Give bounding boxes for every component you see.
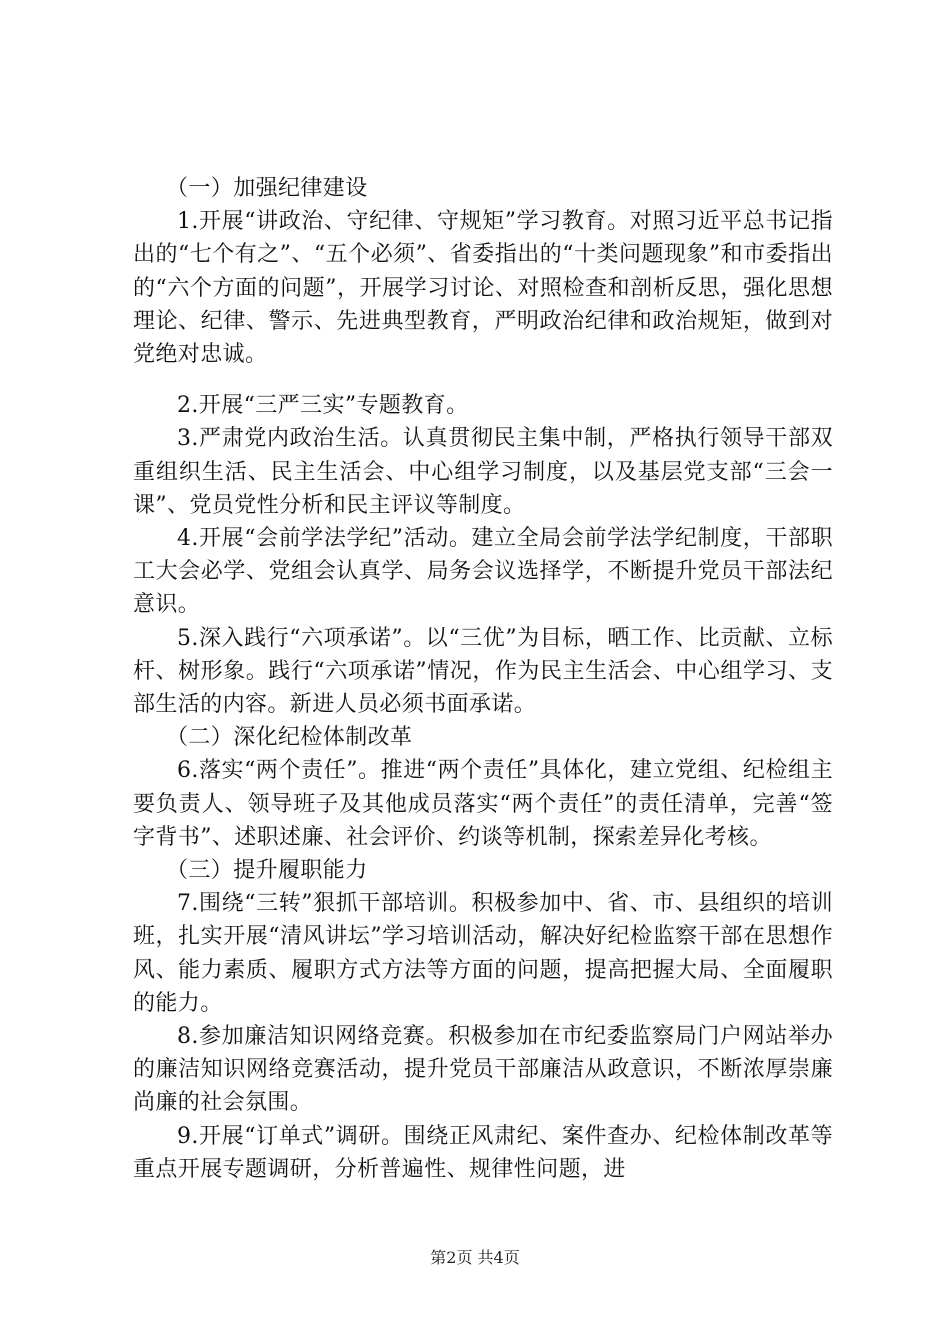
paragraph-item-1: 1.开展“讲政治、守纪律、守规矩”学习教育。对照习近平总书记指出的“七个有之”、“五个必须”、省委指出的“十类问题现象”和市委指出的“六个方面的问题”，开展学习讨论、对照检查和剖析反思，强化思想理论、纪律、警示、先进典型教育，严明政治纪律和政治规矩，做到对党绝对忠诚。 bbox=[133, 209, 833, 368]
paragraph-item-5: 5.深入践行“六项承诺”。以“三优”为目标，晒工作、比贡献、立标杆、树形象。践行“六项承诺”情况，作为民主生活会、中心组学习、支部生活的内容。新进人员必须书面承诺。 bbox=[133, 625, 833, 718]
section-heading-3: （三）提升履职能力 bbox=[166, 858, 368, 884]
page-footer: 第2页 共4页 bbox=[430, 1248, 520, 1267]
paragraph-item-8: 8.参加廉洁知识网络竞赛。积极参加在市纪委监察局门户网站举办的廉洁知识网络竞赛活动，提升党员干部廉洁从政意识，不断浓厚崇廉尚廉的社会氛围。 bbox=[133, 1024, 833, 1116]
section-heading-1: （一）加强纪律建设 bbox=[166, 176, 368, 201]
paragraph-item-4: 4.开展“会前学法学纪”活动。建立全局会前学法学纪制度，干部职工大会必学、党组会认真学、局务会议选择学，不断提升党员干部法纪意识。 bbox=[133, 526, 833, 618]
document-body bbox=[133, 172, 833, 1186]
paragraph-item-9: 9.开展“订单式”调研。围绕正风肃纪、案件查办、纪检体制改革等重点开展专题调研，分析普遍性、规律性问题，进 bbox=[133, 1123, 833, 1182]
paragraph-item-3: 3.严肃党内政治生活。认真贯彻民主集中制，严格执行领导干部双重组织生活、民主生活会、中心组学习制度，以及基层党支部“三会一课”、党员党性分析和民主评议等制度。 bbox=[133, 426, 833, 518]
paragraph-item-6: 6.落实“两个责任”。推进“两个责任”具体化，建立党组、纪检组主要负责人、领导班子及其他成员落实“两个责任”的责任清单，完善“签字背书”、述职述廉、社会评价、约谈等机制，探索差异化考核。 bbox=[133, 758, 833, 850]
section-heading-2: （二）深化纪检体制改革 bbox=[166, 725, 413, 751]
paragraph-item-7: 7.围绕“三转”狠抓干部培训。积极参加中、省、市、县组织的培训班，扎实开展“清风讲坛”学习培训活动，解决好纪检监察干部在思想作风、能力素质、履职方式方法等方面的问题，提高把握大局、全面履职的能力。 bbox=[133, 891, 833, 1016]
paragraph-item-2: 2.开展“三严三实”专题教育。 bbox=[177, 393, 469, 419]
